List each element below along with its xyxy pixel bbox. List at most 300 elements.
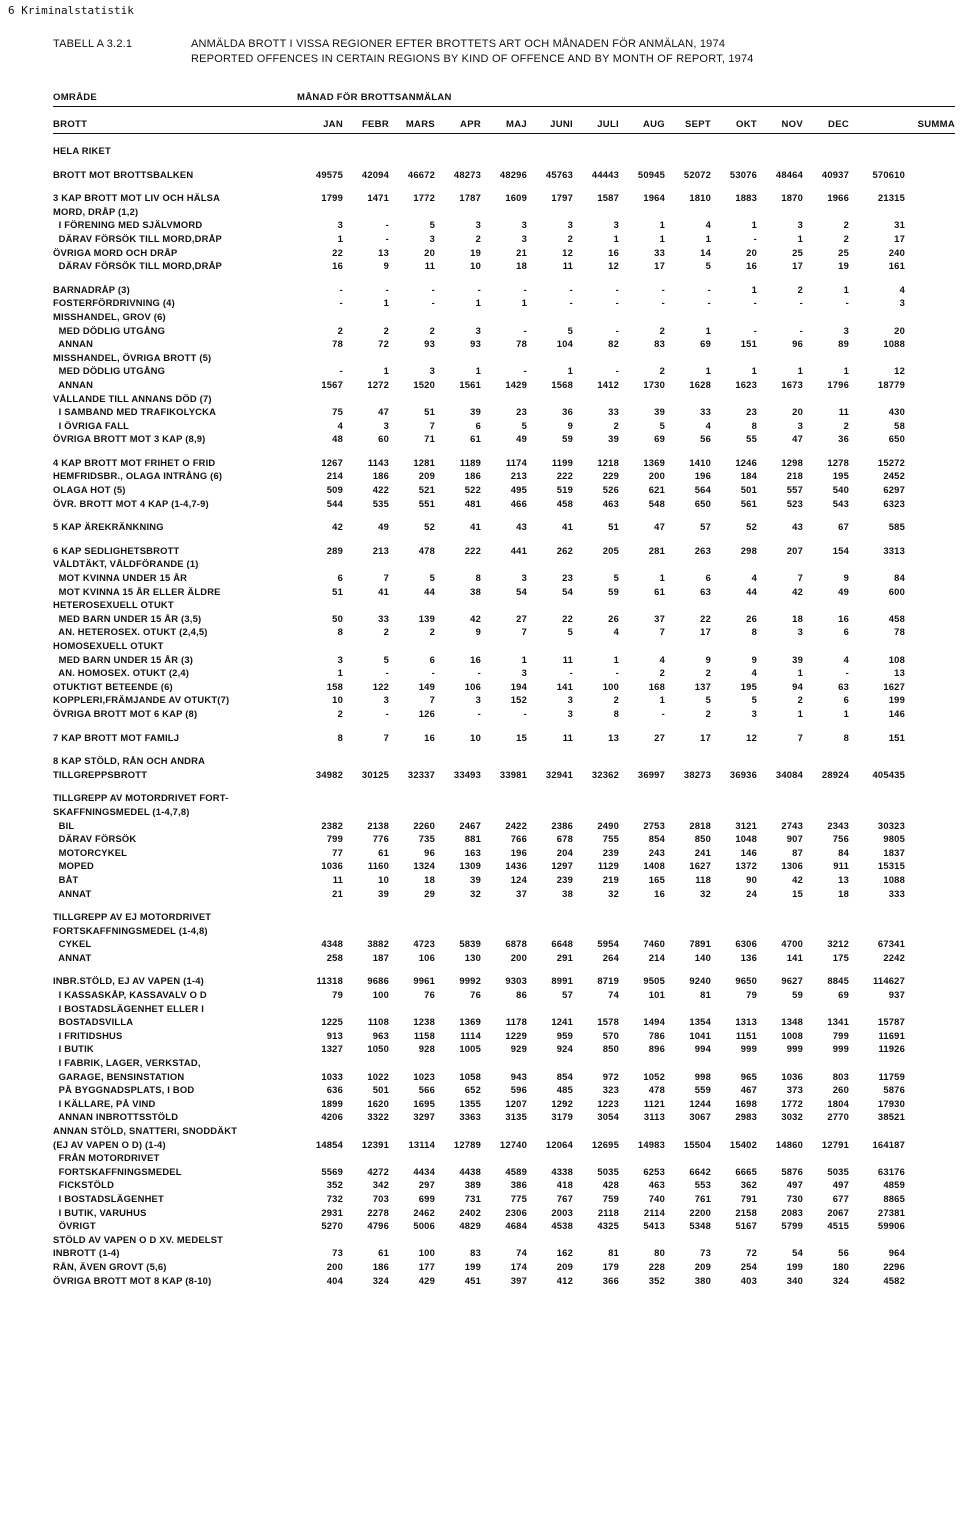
month-cell: 51 bbox=[424, 406, 435, 418]
month-cell bbox=[665, 1124, 711, 1138]
month-cell: 50 bbox=[332, 612, 343, 624]
total-cell bbox=[849, 1002, 905, 1016]
total-cell: 146 bbox=[888, 707, 905, 719]
month-cell: 61 bbox=[654, 585, 665, 597]
month-cell: - bbox=[523, 707, 527, 719]
month-cell: 1 bbox=[659, 232, 665, 244]
month-cell bbox=[573, 351, 619, 365]
month-cell: 22 bbox=[332, 246, 343, 258]
month-cell: 467 bbox=[740, 1084, 757, 1096]
month-cell bbox=[711, 639, 757, 653]
row-label: I BUTIK bbox=[53, 1043, 94, 1055]
month-cell: 896 bbox=[648, 1043, 665, 1055]
month-header: JULI bbox=[597, 119, 619, 130]
spacer-row bbox=[53, 510, 905, 520]
table-row bbox=[53, 296, 905, 310]
month-cell: 101 bbox=[648, 989, 665, 1001]
month-cell: 152 bbox=[510, 694, 527, 706]
total-cell: 199 bbox=[888, 694, 905, 706]
month-cell: - bbox=[385, 667, 389, 679]
month-cell: 187 bbox=[372, 951, 389, 963]
month-cell: 51 bbox=[332, 585, 343, 597]
month-cell bbox=[389, 910, 435, 924]
month-cell: 451 bbox=[464, 1274, 481, 1286]
month-cell: 342 bbox=[372, 1179, 389, 1191]
month-cell: 11 bbox=[562, 731, 573, 743]
month-cell: 5 bbox=[429, 219, 435, 231]
month-cell: 481 bbox=[464, 497, 481, 509]
total-cell: 11759 bbox=[878, 1070, 905, 1082]
month-cell: 521 bbox=[418, 484, 435, 496]
month-cell: 731 bbox=[464, 1192, 481, 1204]
month-cell: 54 bbox=[516, 585, 527, 597]
table-row bbox=[53, 951, 905, 965]
row-label: ANNAN bbox=[53, 378, 94, 390]
month-cell bbox=[527, 557, 573, 571]
month-cell: 323 bbox=[602, 1084, 619, 1096]
month-cell: 126 bbox=[418, 707, 435, 719]
row-label: ÖVR. BROTT MOT 4 KAP (1-4,7-9) bbox=[53, 497, 209, 509]
month-cell bbox=[803, 639, 849, 653]
month-cell: 52072 bbox=[683, 168, 711, 180]
month-cell: 5 bbox=[383, 653, 389, 665]
month-cell: 418 bbox=[556, 1179, 573, 1191]
month-cell: 13 bbox=[838, 873, 849, 885]
month-cell: 16 bbox=[838, 612, 849, 624]
total-cell: 15272 bbox=[877, 456, 905, 468]
month-cell: 2138 bbox=[367, 819, 389, 831]
month-cell: 1229 bbox=[505, 1029, 527, 1041]
month-cell: 3 bbox=[613, 219, 619, 231]
month-cell bbox=[343, 910, 389, 924]
month-cell bbox=[665, 310, 711, 324]
table-row bbox=[53, 768, 905, 782]
month-cell bbox=[343, 924, 389, 938]
month-cell: 1278 bbox=[827, 456, 849, 468]
month-cell bbox=[803, 310, 849, 324]
month-cell: 19 bbox=[838, 260, 849, 272]
month-cell: 55 bbox=[746, 433, 757, 445]
month-cell: 241 bbox=[694, 846, 711, 858]
month-cell: 4 bbox=[751, 667, 757, 679]
month-cell: 463 bbox=[648, 1179, 665, 1191]
table-row bbox=[53, 259, 905, 273]
month-cell: 1436 bbox=[505, 860, 527, 872]
month-cell: 281 bbox=[648, 544, 665, 556]
month-cell: 44 bbox=[746, 585, 757, 597]
month-cell: 1041 bbox=[689, 1029, 711, 1041]
month-cell: 32 bbox=[470, 887, 481, 899]
month-cell bbox=[481, 1056, 527, 1070]
month-cell bbox=[481, 1151, 527, 1165]
total-cell: 937 bbox=[888, 989, 905, 1001]
month-cell bbox=[297, 144, 343, 158]
month-cell: 972 bbox=[602, 1070, 619, 1082]
month-cell: 3 bbox=[383, 694, 389, 706]
total-cell: 430 bbox=[888, 406, 905, 418]
month-cell: 466 bbox=[510, 497, 527, 509]
total-cell bbox=[849, 805, 905, 819]
month-cell: 10 bbox=[470, 260, 481, 272]
month-cell bbox=[527, 205, 573, 219]
row-label: DÄRAV FÖRSÖK TILL MORD,DRÅP bbox=[53, 232, 222, 244]
month-cell: 1160 bbox=[367, 860, 389, 872]
month-cell bbox=[803, 924, 849, 938]
table-row bbox=[53, 680, 905, 694]
month-cell bbox=[619, 1124, 665, 1138]
month-cell: 1673 bbox=[781, 378, 803, 390]
table-row bbox=[53, 1042, 905, 1056]
month-cell: 1 bbox=[705, 232, 711, 244]
month-cell bbox=[343, 1056, 389, 1070]
month-cell: 33 bbox=[700, 406, 711, 418]
month-cell: 5 bbox=[567, 626, 573, 638]
month-cell: 94 bbox=[792, 680, 803, 692]
total-cell: 15315 bbox=[877, 860, 905, 872]
month-cell: 6253 bbox=[643, 1165, 665, 1177]
month-cell: 69 bbox=[654, 433, 665, 445]
month-cell: 1355 bbox=[459, 1097, 481, 1109]
month-cell: 2118 bbox=[597, 1206, 619, 1218]
month-cell: 44 bbox=[424, 585, 435, 597]
month-cell: 40937 bbox=[821, 168, 849, 180]
month-cell: 17 bbox=[654, 260, 665, 272]
total-cell: 4 bbox=[899, 283, 905, 295]
month-cell bbox=[711, 205, 757, 219]
month-cell bbox=[527, 805, 573, 819]
month-cell: 1 bbox=[337, 667, 343, 679]
month-cell bbox=[619, 754, 665, 768]
table-title bbox=[53, 38, 725, 50]
month-cell: 74 bbox=[516, 1247, 527, 1259]
month-cell: 6665 bbox=[735, 1165, 757, 1177]
month-cell: 1151 bbox=[735, 1029, 757, 1041]
row-label: ÖVRIGA BROTT MOT 3 KAP (8,9) bbox=[53, 433, 206, 445]
month-cell: 1050 bbox=[367, 1043, 389, 1055]
row-label: TILLGREPP AV MOTORDRIVET FORT- bbox=[53, 792, 229, 804]
month-cell: 2462 bbox=[413, 1206, 435, 1218]
month-cell: 89 bbox=[838, 338, 849, 350]
month-cell bbox=[803, 1124, 849, 1138]
row-label: PÅ BYGGNADSPLATS, I BOD bbox=[53, 1084, 195, 1096]
month-cell: - bbox=[799, 324, 803, 336]
table-row bbox=[53, 1151, 905, 1165]
month-cell: 1730 bbox=[643, 378, 665, 390]
month-cell bbox=[665, 1002, 711, 1016]
total-cell bbox=[849, 351, 905, 365]
month-cell: - bbox=[431, 667, 435, 679]
month-cell bbox=[665, 924, 711, 938]
month-cell bbox=[757, 910, 803, 924]
month-cell: 78 bbox=[332, 338, 343, 350]
month-cell: 29 bbox=[424, 887, 435, 899]
total-cell: 405435 bbox=[872, 768, 905, 780]
month-cell: 59 bbox=[562, 433, 573, 445]
month-cell: 881 bbox=[464, 833, 481, 845]
month-cell: 4338 bbox=[551, 1165, 573, 1177]
month-cell: 61 bbox=[470, 433, 481, 445]
month-cell: 32337 bbox=[407, 768, 435, 780]
month-cell: 209 bbox=[556, 1260, 573, 1272]
month-cell: 544 bbox=[326, 497, 343, 509]
month-cell: 3113 bbox=[643, 1111, 665, 1123]
month-cell: 15 bbox=[516, 731, 527, 743]
table-row bbox=[53, 232, 905, 246]
month-cell: 16 bbox=[470, 653, 481, 665]
table-row bbox=[53, 1097, 905, 1111]
month-cell: 1804 bbox=[827, 1097, 849, 1109]
month-cell bbox=[619, 310, 665, 324]
row-label: FORTSKAFFNINGSMEDEL (1-4,8) bbox=[53, 924, 208, 936]
month-cell: - bbox=[753, 324, 757, 336]
month-cell bbox=[343, 805, 389, 819]
month-cell bbox=[665, 205, 711, 219]
month-header: DEC bbox=[828, 119, 849, 130]
month-cell: 1354 bbox=[689, 1016, 711, 1028]
month-cell: 766 bbox=[510, 833, 527, 845]
month-cell: 799 bbox=[832, 1029, 849, 1041]
month-cell: 2 bbox=[337, 324, 343, 336]
row-label: FORTSKAFFNINGSMEDEL bbox=[53, 1165, 182, 1177]
month-cell: 72 bbox=[746, 1247, 757, 1259]
month-cell: 15504 bbox=[683, 1138, 711, 1150]
month-cell: 913 bbox=[326, 1029, 343, 1041]
month-cell: 136 bbox=[740, 951, 757, 963]
month-cell bbox=[297, 598, 343, 612]
month-cell: 959 bbox=[556, 1029, 573, 1041]
month-cell: 9992 bbox=[459, 975, 481, 987]
month-cell: 6306 bbox=[735, 938, 757, 950]
total-cell bbox=[849, 392, 905, 406]
month-cell: 14854 bbox=[315, 1138, 343, 1150]
month-cell: 199 bbox=[786, 1260, 803, 1272]
month-cell: - bbox=[753, 297, 757, 309]
row-label: BROTT MOT BROTTSBALKEN bbox=[53, 168, 194, 180]
table-row bbox=[53, 1138, 905, 1152]
month-cell bbox=[711, 1233, 757, 1247]
month-cell: 229 bbox=[602, 470, 619, 482]
month-cell bbox=[389, 924, 435, 938]
month-cell: 1372 bbox=[735, 860, 757, 872]
month-cell: 4325 bbox=[597, 1220, 619, 1232]
month-cell: 803 bbox=[832, 1070, 849, 1082]
month-cell bbox=[803, 1056, 849, 1070]
month-cell bbox=[665, 598, 711, 612]
month-cell: 8 bbox=[337, 731, 343, 743]
month-cell: 791 bbox=[740, 1192, 757, 1204]
month-cell: 1623 bbox=[735, 378, 757, 390]
month-cell: 4700 bbox=[781, 938, 803, 950]
month-cell: 1207 bbox=[505, 1097, 527, 1109]
month-cell bbox=[757, 392, 803, 406]
month-cell bbox=[527, 598, 573, 612]
month-cell: 2983 bbox=[735, 1111, 757, 1123]
table-row bbox=[53, 218, 905, 232]
month-cell: 186 bbox=[464, 470, 481, 482]
month-cell bbox=[297, 805, 343, 819]
month-cell: 4684 bbox=[505, 1220, 527, 1232]
month-cell bbox=[619, 924, 665, 938]
month-cell: 228 bbox=[648, 1260, 665, 1272]
month-cell: 1272 bbox=[367, 378, 389, 390]
month-cell: 1058 bbox=[459, 1070, 481, 1082]
month-cell: 4 bbox=[705, 219, 711, 231]
month-cell bbox=[435, 754, 481, 768]
month-cell: 87 bbox=[792, 846, 803, 858]
row-label: AN. HETEROSEX. OTUKT (2,4,5) bbox=[53, 626, 208, 638]
month-cell: - bbox=[615, 283, 619, 295]
month-cell: 1348 bbox=[781, 1016, 803, 1028]
month-cell bbox=[435, 791, 481, 805]
month-cell bbox=[527, 754, 573, 768]
month-cell: 39 bbox=[654, 406, 665, 418]
month-cell: 2 bbox=[797, 694, 803, 706]
month-cell: 458 bbox=[556, 497, 573, 509]
month-cell: 4829 bbox=[459, 1220, 481, 1232]
month-cell bbox=[297, 639, 343, 653]
table-row bbox=[53, 483, 905, 497]
month-cell: 9686 bbox=[367, 975, 389, 987]
month-cell: 1114 bbox=[460, 1029, 481, 1041]
month-cell bbox=[435, 910, 481, 924]
month-cell: 999 bbox=[740, 1043, 757, 1055]
month-cell: 759 bbox=[602, 1192, 619, 1204]
statistics-table bbox=[53, 144, 905, 1287]
month-cell: 11 bbox=[424, 260, 435, 272]
row-label: 4 KAP BROTT MOT FRIHET O FRID bbox=[53, 456, 216, 468]
table-row bbox=[53, 497, 905, 511]
month-cell: 4 bbox=[751, 572, 757, 584]
month-cell: 59 bbox=[608, 585, 619, 597]
month-cell: 6 bbox=[337, 572, 343, 584]
month-cell: 141 bbox=[786, 951, 803, 963]
month-cell: 79 bbox=[746, 989, 757, 1001]
month-cell: 42 bbox=[792, 585, 803, 597]
month-cell: 1244 bbox=[689, 1097, 711, 1109]
month-cell: 219 bbox=[602, 873, 619, 885]
month-cell: 12695 bbox=[591, 1138, 619, 1150]
month-cell: 3 bbox=[797, 419, 803, 431]
total-cell bbox=[849, 1151, 905, 1165]
total-cell: 63176 bbox=[877, 1165, 905, 1177]
row-label: I ÖVRIGA FALL bbox=[53, 419, 130, 431]
month-cell: 61 bbox=[378, 846, 389, 858]
row-label: ANNAN bbox=[53, 338, 94, 350]
month-cell: - bbox=[661, 707, 665, 719]
month-cell bbox=[711, 144, 757, 158]
month-cell bbox=[527, 791, 573, 805]
month-cell bbox=[435, 351, 481, 365]
month-cell: 7891 bbox=[689, 938, 711, 950]
month-cell bbox=[435, 144, 481, 158]
month-cell: 1620 bbox=[367, 1097, 389, 1109]
month-cell: 23 bbox=[746, 406, 757, 418]
month-cell: 42094 bbox=[361, 168, 389, 180]
month-cell: 1369 bbox=[643, 456, 665, 468]
month-cell: 551 bbox=[418, 497, 435, 509]
table-row bbox=[53, 1165, 905, 1179]
month-cell: 9 bbox=[751, 653, 757, 665]
month-cell: 80 bbox=[654, 1247, 665, 1259]
month-cell bbox=[757, 805, 803, 819]
row-label: MOT KVINNA 15 ÅR ELLER ÄLDRE bbox=[53, 585, 221, 597]
month-cell bbox=[573, 1002, 619, 1016]
month-cell: 243 bbox=[648, 846, 665, 858]
month-cell: 352 bbox=[648, 1274, 665, 1286]
month-cell: 1189 bbox=[459, 456, 481, 468]
month-cell: 3032 bbox=[781, 1111, 803, 1123]
table-row bbox=[53, 859, 905, 873]
row-label: ÖVRIGA BROTT MOT 8 KAP (8-10) bbox=[53, 1274, 212, 1286]
total-cell: 1837 bbox=[883, 846, 905, 858]
table-row bbox=[53, 754, 905, 768]
month-cell bbox=[481, 805, 527, 819]
month-cell bbox=[435, 557, 481, 571]
month-cell: 3 bbox=[521, 232, 527, 244]
month-cell: 6642 bbox=[689, 1165, 711, 1177]
month-cell: 677 bbox=[832, 1192, 849, 1204]
month-cell: 5 bbox=[567, 324, 573, 336]
total-cell bbox=[849, 754, 905, 768]
month-cell: 761 bbox=[694, 1192, 711, 1204]
month-cell: 100 bbox=[602, 680, 619, 692]
month-cell: 3 bbox=[521, 572, 527, 584]
month-cell bbox=[481, 144, 527, 158]
month-cell: 204 bbox=[556, 846, 573, 858]
row-label: OTUKTIGT BETEENDE (6) bbox=[53, 680, 173, 692]
month-cell: 9 bbox=[843, 572, 849, 584]
month-cell: 2306 bbox=[505, 1206, 527, 1218]
month-cell bbox=[757, 1002, 803, 1016]
row-label: BOSTADSVILLA bbox=[53, 1016, 134, 1028]
area-header: OMRÅDE bbox=[53, 92, 98, 103]
month-cell: 124 bbox=[510, 873, 527, 885]
month-cell: 1218 bbox=[597, 456, 619, 468]
month-cell: 2743 bbox=[781, 819, 803, 831]
total-cell: 1627 bbox=[883, 680, 905, 692]
month-cell: - bbox=[385, 232, 389, 244]
month-cell: 17 bbox=[700, 731, 711, 743]
month-cell: 23 bbox=[562, 572, 573, 584]
month-cell: 76 bbox=[470, 989, 481, 1001]
month-cell: 3179 bbox=[551, 1111, 573, 1123]
month-cell: 74 bbox=[608, 989, 619, 1001]
month-cell: 907 bbox=[786, 833, 803, 845]
month-cell: 2067 bbox=[827, 1206, 849, 1218]
month-cell: 43 bbox=[792, 521, 803, 533]
month-cell: 366 bbox=[602, 1274, 619, 1286]
table-row bbox=[53, 310, 905, 324]
month-cell: 52 bbox=[746, 521, 757, 533]
total-cell bbox=[849, 144, 905, 158]
row-label: BIL bbox=[53, 819, 75, 831]
month-cell: 9505 bbox=[643, 975, 665, 987]
table-row bbox=[53, 1192, 905, 1206]
month-cell bbox=[573, 1233, 619, 1247]
month-cell bbox=[757, 144, 803, 158]
month-cell: - bbox=[569, 667, 573, 679]
row-label: OLAGA HOT (5) bbox=[53, 484, 126, 496]
month-cell: 1 bbox=[797, 365, 803, 377]
month-cell bbox=[297, 310, 343, 324]
month-cell: - bbox=[523, 365, 527, 377]
month-cell: 2114 bbox=[643, 1206, 665, 1218]
month-cell: 200 bbox=[510, 951, 527, 963]
total-cell: 585 bbox=[888, 521, 905, 533]
month-cell bbox=[665, 791, 711, 805]
month-cell: 56 bbox=[838, 1247, 849, 1259]
month-cell: 535 bbox=[372, 497, 389, 509]
